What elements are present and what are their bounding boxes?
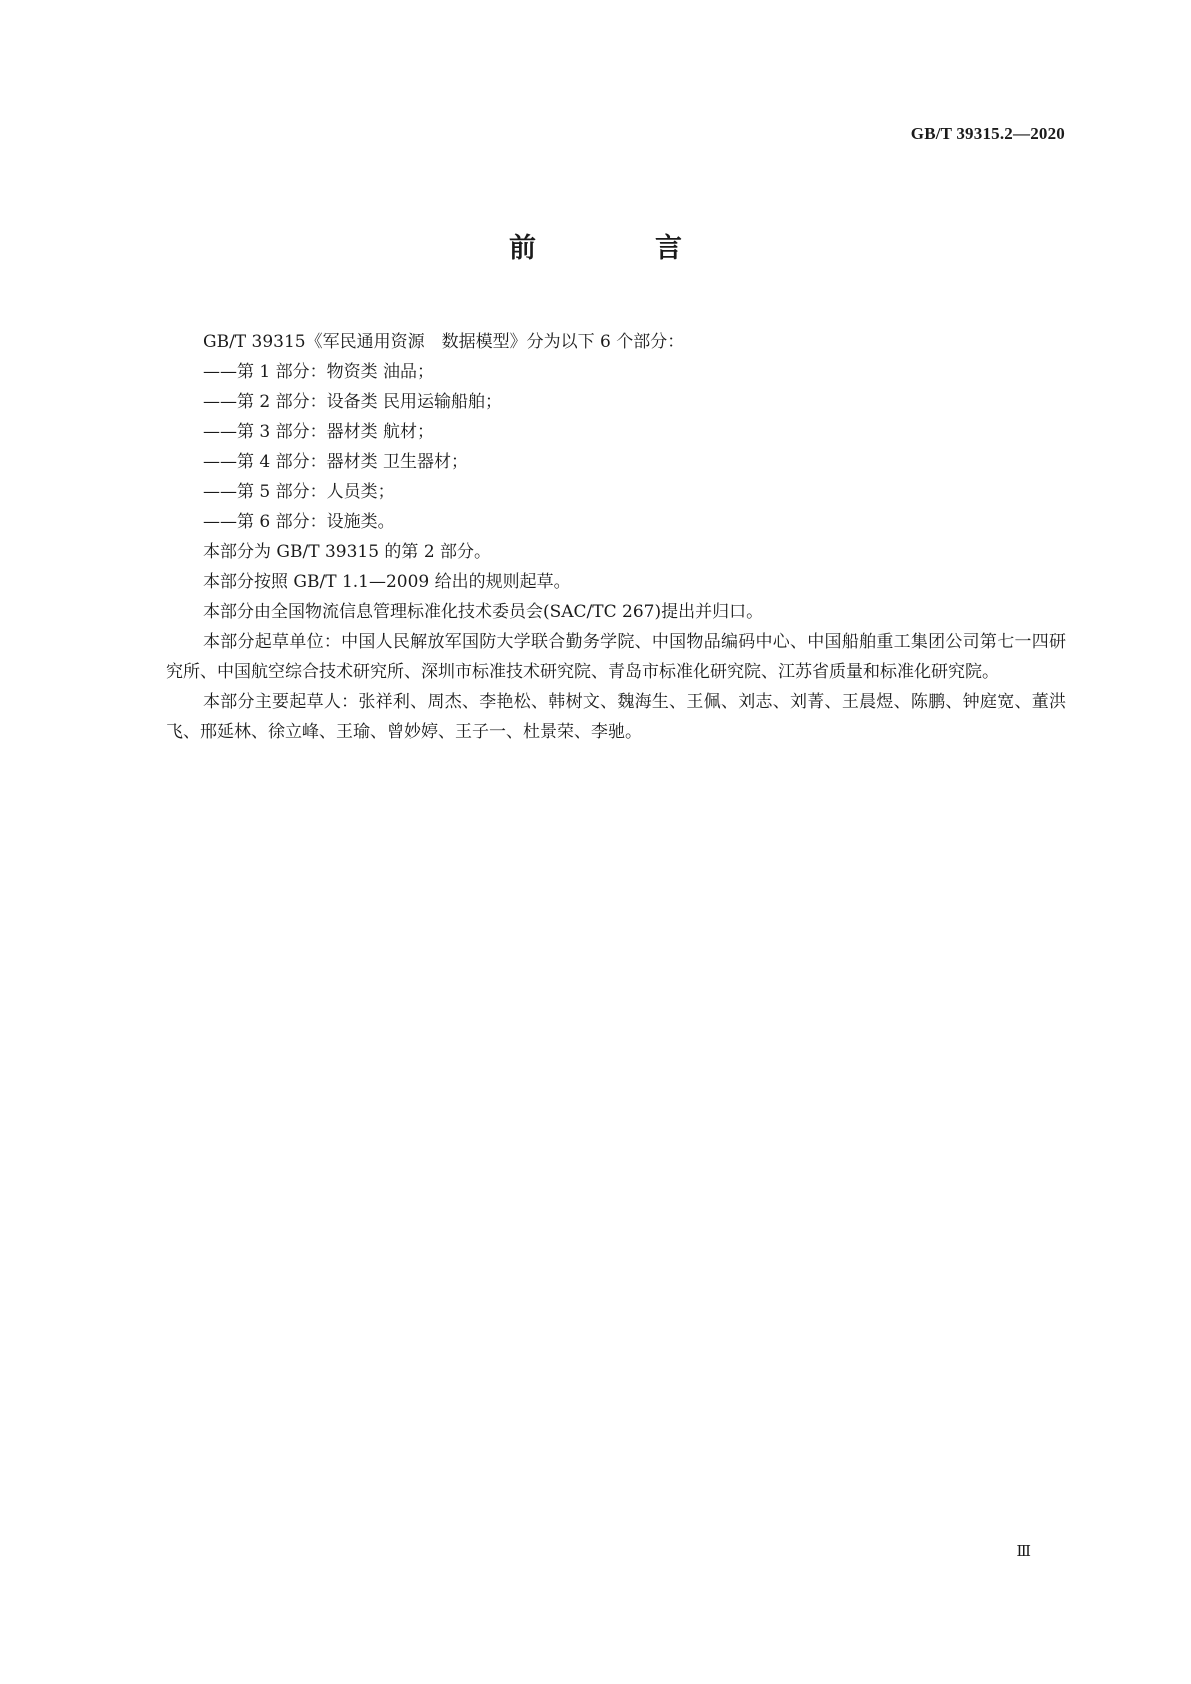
list-item: ——第 4 部分：器材类 卫生器材；	[203, 452, 469, 472]
paragraph: 本部分为 GB/T 39315 的第 2 部分。	[203, 542, 492, 562]
document-body	[166, 327, 1066, 747]
list-item: ——第 5 部分：人员类；	[203, 482, 395, 502]
page-number: Ⅲ	[1016, 1544, 1031, 1560]
drafting-units-paragraph: 本部分起草单位：中国人民解放军国防大学联合勤务学院、中国物品编码中心、中国船舶重工集团公司第七一四研究所、中国航空综合技术研究所、深圳市标准技术研究院、青岛市标准化研究院、江苏省质量和标准化研究院。	[166, 632, 1066, 682]
drafters-paragraph: 本部分主要起草人：张祥利、周杰、李艳松、韩树文、魏海生、王佩、刘志、刘菁、王晨煜、陈鹏、钟庭宽、董洪飞、邢延林、徐立峰、王瑜、曾妙婷、王子一、杜景荣、李驰。	[166, 692, 1066, 742]
paragraph: 本部分由全国物流信息管理标准化技术委员会(SAC/TC 267)提出并归口。	[203, 602, 764, 622]
page-title: 前 言	[509, 233, 728, 264]
list-item: ——第 6 部分：设施类。	[203, 512, 395, 532]
paragraph: 本部分按照 GB/T 1.1—2009 给出的规则起草。	[203, 572, 571, 592]
list-item: ——第 3 部分：器材类 航材；	[203, 422, 435, 442]
standard-number: GB/T 39315.2—2020	[910, 124, 1065, 143]
parts-list	[166, 357, 1066, 537]
list-item: ——第 1 部分：物资类 油品；	[203, 362, 435, 382]
list-item: ——第 2 部分：设备类 民用运输船舶；	[203, 392, 503, 412]
intro-paragraph: GB/T 39315《军民通用资源 数据模型》分为以下 6 个部分：	[203, 332, 685, 352]
